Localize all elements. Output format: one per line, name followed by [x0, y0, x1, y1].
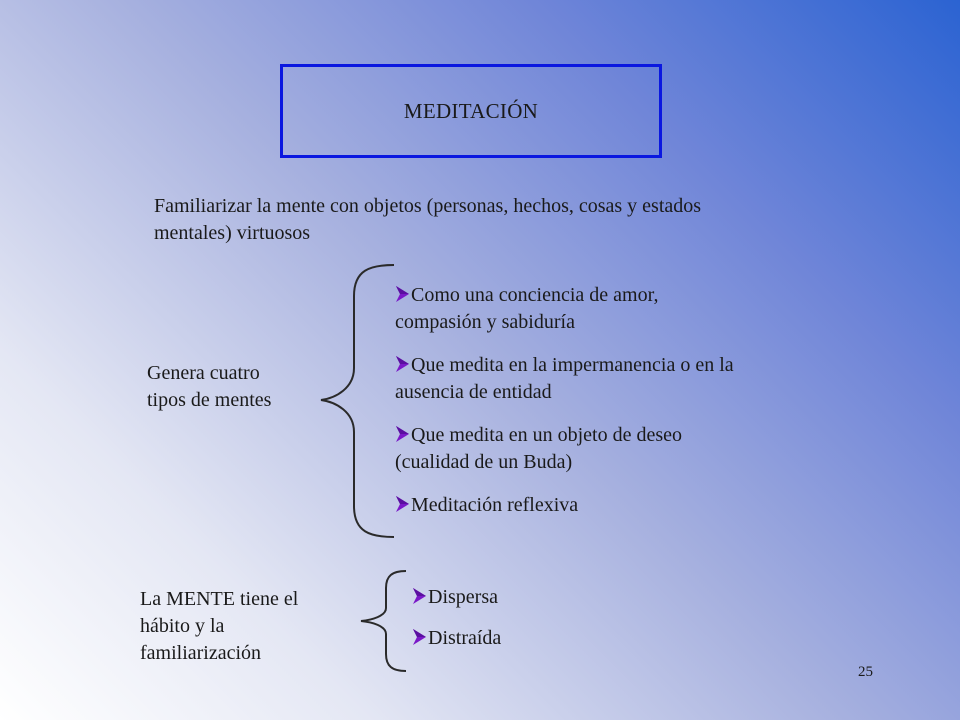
group2-list: [412, 584, 612, 666]
group2-label: La MENTE tiene el hábito y la familiarización: [140, 588, 299, 664]
list-item: [412, 584, 612, 611]
list-item-text: Distraída: [428, 627, 502, 649]
slide-title: MEDITACIÓN: [403, 98, 539, 123]
arrowhead-bullet-icon: [395, 425, 410, 443]
arrowhead-bullet-icon: [412, 587, 427, 605]
list-item-text: Que medita en la impermanencia o en la ausencia de entidad: [395, 354, 734, 403]
list-item: [395, 282, 745, 336]
definition-text: Familiarizar la mente con objetos (personas, hechos, cosas y estados mentales) virtuosos: [154, 195, 702, 244]
list-item-text: Que medita en un objeto de deseo (cualidad de un Buda): [395, 424, 683, 473]
list-item: [412, 625, 612, 652]
title-box: [280, 64, 662, 158]
group2-brace: [358, 568, 410, 674]
group1-label: Genera cuatro tipos de mentes: [147, 362, 272, 411]
group1-list: [395, 282, 745, 535]
page-number: 25: [858, 664, 873, 680]
arrowhead-bullet-icon: [395, 285, 410, 303]
list-item-text: Dispersa: [428, 586, 498, 608]
list-item-text: Como una conciencia de amor, compasión y sabiduría: [395, 284, 659, 333]
list-item: [395, 422, 745, 476]
list-item: [395, 352, 745, 406]
arrowhead-bullet-icon: [395, 495, 410, 513]
group1-brace: [318, 262, 398, 540]
list-item-text: Meditación reflexiva: [411, 494, 579, 516]
arrowhead-bullet-icon: [395, 355, 410, 373]
list-item: [395, 492, 745, 519]
arrowhead-bullet-icon: [412, 628, 427, 646]
